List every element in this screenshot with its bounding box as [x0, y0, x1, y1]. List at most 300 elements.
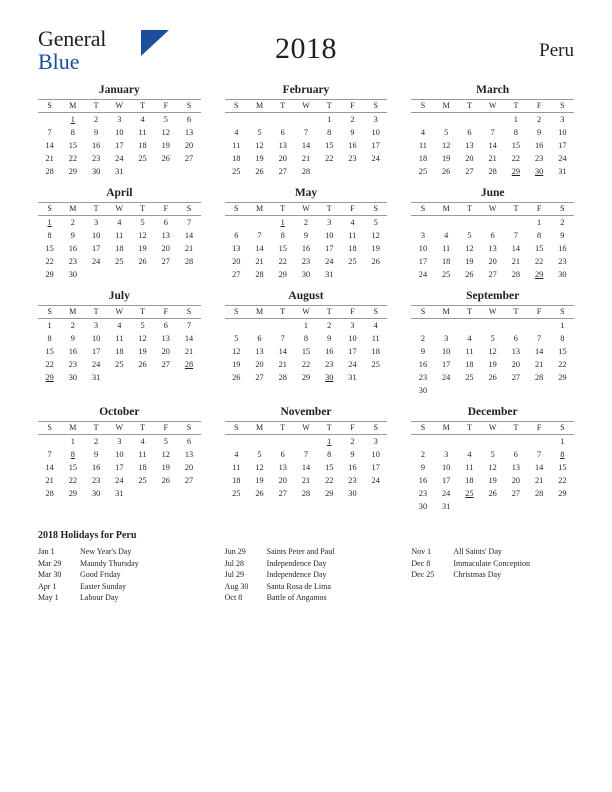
day-cell[interactable]: 23	[91, 154, 101, 163]
day-cell[interactable]: 17	[91, 347, 101, 356]
day-cell[interactable]: 20	[278, 154, 287, 163]
day-cell[interactable]: 11	[465, 347, 474, 356]
day-cell[interactable]: 24	[558, 154, 567, 163]
day-cell[interactable]: 8	[560, 334, 565, 343]
day-cell[interactable]: 14	[301, 141, 311, 150]
day-cell[interactable]: 28	[45, 167, 54, 176]
day-cell[interactable]: 15	[68, 141, 77, 150]
day-cell[interactable]: 25	[115, 360, 124, 369]
day-cell[interactable]: 4	[420, 128, 426, 137]
day-cell[interactable]: 9	[70, 231, 75, 240]
day-cell[interactable]: 5	[140, 218, 145, 227]
day-cell[interactable]: 25	[465, 373, 474, 382]
day-cell[interactable]: 23	[68, 360, 77, 369]
day-cell[interactable]: 16	[68, 244, 77, 253]
day-cell[interactable]: 16	[91, 141, 101, 150]
day-cell[interactable]: 22	[558, 476, 567, 485]
day-cell[interactable]: 23	[418, 489, 428, 498]
day-cell[interactable]: 24	[371, 154, 380, 163]
day-cell[interactable]: 5	[257, 128, 262, 137]
day-cell[interactable]: 19	[161, 463, 170, 472]
day-cell[interactable]: 23	[418, 373, 428, 382]
day-cell[interactable]: 26	[371, 257, 380, 266]
day-cell[interactable]: 25	[138, 476, 147, 485]
day-cell[interactable]: 12	[442, 141, 451, 150]
day-cell[interactable]: 1	[47, 218, 52, 227]
day-cell[interactable]: 2	[94, 115, 99, 124]
day-cell[interactable]: 6	[186, 115, 192, 124]
day-cell[interactable]: 30	[534, 167, 544, 176]
day-cell[interactable]: 7	[303, 450, 309, 459]
day-cell[interactable]: 18	[232, 154, 241, 163]
day-cell[interactable]: 1	[280, 218, 285, 227]
day-cell[interactable]: 4	[234, 450, 239, 459]
day-cell[interactable]: 3	[327, 218, 332, 227]
day-cell[interactable]: 15	[325, 141, 334, 150]
day-cell[interactable]: 4	[140, 437, 145, 446]
day-cell[interactable]: 19	[465, 257, 474, 266]
day-cell[interactable]: 1	[327, 115, 332, 124]
day-cell[interactable]: 17	[348, 347, 357, 356]
day-cell[interactable]: 24	[91, 257, 101, 266]
day-cell[interactable]: 10	[348, 334, 357, 343]
day-cell[interactable]: 28	[511, 270, 521, 279]
day-cell[interactable]: 18	[442, 257, 451, 266]
day-cell[interactable]: 8	[280, 231, 285, 240]
day-cell[interactable]: 10	[325, 231, 334, 240]
day-cell[interactable]: 23	[534, 154, 544, 163]
day-cell[interactable]: 6	[163, 321, 168, 330]
day-cell[interactable]: 6	[186, 437, 192, 446]
day-cell[interactable]: 28	[488, 167, 497, 176]
day-cell[interactable]: 2	[350, 115, 355, 124]
day-cell[interactable]: 10	[371, 128, 380, 137]
day-cell[interactable]: 5	[163, 437, 168, 446]
day-cell[interactable]: 27	[161, 257, 170, 266]
day-cell[interactable]: 20	[488, 257, 497, 266]
day-cell[interactable]: 9	[70, 334, 75, 343]
day-cell[interactable]: 11	[232, 463, 241, 472]
day-cell[interactable]: 8	[70, 128, 75, 137]
day-cell[interactable]: 28	[184, 360, 194, 369]
day-cell[interactable]: 13	[511, 347, 521, 356]
day-cell[interactable]: 4	[444, 231, 449, 240]
generalblue-logo[interactable]	[38, 22, 188, 73]
day-cell[interactable]: 12	[232, 347, 241, 356]
day-cell[interactable]: 5	[163, 115, 168, 124]
day-cell[interactable]: 1	[303, 321, 309, 330]
day-cell[interactable]: 17	[115, 141, 124, 150]
day-cell[interactable]: 28	[184, 257, 194, 266]
day-cell[interactable]: 9	[303, 231, 309, 240]
day-cell[interactable]: 17	[371, 141, 380, 150]
day-cell[interactable]: 26	[488, 489, 497, 498]
day-cell[interactable]: 11	[348, 231, 357, 240]
day-cell[interactable]: 29	[511, 167, 521, 176]
day-cell[interactable]: 2	[70, 321, 75, 330]
day-cell[interactable]: 28	[301, 167, 311, 176]
day-cell[interactable]: 24	[348, 360, 357, 369]
day-cell[interactable]: 26	[488, 373, 497, 382]
day-cell[interactable]: 16	[68, 347, 77, 356]
day-cell[interactable]: 27	[511, 489, 521, 498]
day-cell[interactable]: 10	[418, 244, 428, 253]
day-cell[interactable]: 27	[278, 167, 287, 176]
day-cell[interactable]: 1	[70, 115, 75, 124]
day-cell[interactable]: 11	[115, 231, 124, 240]
day-cell[interactable]: 26	[465, 270, 474, 279]
day-cell[interactable]: 6	[257, 334, 262, 343]
day-cell[interactable]: 14	[488, 141, 497, 150]
day-cell[interactable]: 12	[255, 141, 264, 150]
day-cell[interactable]: 27	[184, 476, 194, 485]
day-cell[interactable]: 16	[348, 463, 357, 472]
day-cell[interactable]: 14	[301, 463, 311, 472]
day-cell[interactable]: 4	[350, 218, 355, 227]
day-cell[interactable]: 18	[418, 154, 428, 163]
day-cell[interactable]: 19	[232, 360, 241, 369]
day-cell[interactable]: 18	[371, 347, 380, 356]
day-cell[interactable]: 22	[45, 257, 54, 266]
day-cell[interactable]: 8	[303, 334, 309, 343]
day-cell[interactable]: 26	[255, 489, 264, 498]
day-cell[interactable]: 30	[558, 270, 567, 279]
day-cell[interactable]: 28	[45, 489, 54, 498]
day-cell[interactable]: 11	[371, 334, 380, 343]
day-cell[interactable]: 22	[511, 154, 521, 163]
day-cell[interactable]: 15	[325, 463, 334, 472]
day-cell[interactable]: 30	[301, 270, 311, 279]
day-cell[interactable]: 15	[511, 141, 521, 150]
day-cell[interactable]: 20	[161, 244, 170, 253]
day-cell[interactable]: 1	[560, 437, 565, 446]
day-cell[interactable]: 4	[117, 321, 122, 330]
day-cell[interactable]: 3	[350, 321, 355, 330]
day-cell[interactable]: 10	[91, 334, 101, 343]
day-cell[interactable]: 28	[534, 373, 544, 382]
day-cell[interactable]: 14	[45, 141, 54, 150]
day-cell[interactable]: 19	[488, 360, 497, 369]
day-cell[interactable]: 24	[418, 270, 428, 279]
day-cell[interactable]: 12	[161, 450, 170, 459]
day-cell[interactable]: 22	[68, 154, 77, 163]
day-cell[interactable]: 3	[373, 437, 378, 446]
day-cell[interactable]: 12	[465, 244, 474, 253]
day-cell[interactable]: 22	[278, 257, 287, 266]
day-cell[interactable]: 31	[348, 373, 357, 382]
day-cell[interactable]: 26	[138, 257, 147, 266]
day-cell[interactable]: 3	[117, 115, 122, 124]
day-cell[interactable]: 4	[117, 218, 122, 227]
day-cell[interactable]: 21	[278, 360, 287, 369]
day-cell[interactable]: 26	[161, 476, 170, 485]
day-cell[interactable]: 21	[184, 347, 194, 356]
day-cell[interactable]: 26	[255, 167, 264, 176]
day-cell[interactable]: 6	[280, 450, 285, 459]
day-cell[interactable]: 27	[184, 154, 194, 163]
day-cell[interactable]: 11	[115, 334, 124, 343]
day-cell[interactable]: 8	[327, 128, 332, 137]
day-cell[interactable]: 8	[327, 450, 332, 459]
day-cell[interactable]: 30	[418, 386, 428, 395]
day-cell[interactable]: 13	[278, 141, 287, 150]
day-cell[interactable]: 14	[255, 244, 264, 253]
day-cell[interactable]: 23	[325, 360, 334, 369]
day-cell[interactable]: 3	[117, 437, 122, 446]
day-cell[interactable]: 18	[138, 463, 147, 472]
day-cell[interactable]: 5	[444, 128, 449, 137]
day-cell[interactable]: 18	[115, 244, 124, 253]
day-cell[interactable]: 3	[444, 334, 449, 343]
day-cell[interactable]: 9	[327, 334, 332, 343]
day-cell[interactable]: 24	[115, 476, 124, 485]
day-cell[interactable]: 5	[140, 321, 145, 330]
day-cell[interactable]: 6	[234, 231, 239, 240]
day-cell[interactable]: 15	[534, 244, 544, 253]
day-cell[interactable]: 24	[442, 489, 451, 498]
day-cell[interactable]: 29	[558, 489, 567, 498]
day-cell[interactable]: 4	[467, 334, 472, 343]
day-cell[interactable]: 26	[232, 373, 241, 382]
day-cell[interactable]: 13	[255, 347, 264, 356]
day-cell[interactable]: 25	[348, 257, 357, 266]
day-cell[interactable]: 22	[325, 154, 334, 163]
day-cell[interactable]: 20	[184, 463, 194, 472]
day-cell[interactable]: 25	[371, 360, 380, 369]
day-cell[interactable]: 14	[278, 347, 287, 356]
day-cell[interactable]: 8	[537, 231, 542, 240]
day-cell[interactable]: 28	[534, 489, 544, 498]
day-cell[interactable]: 16	[325, 347, 334, 356]
day-cell[interactable]: 13	[465, 141, 474, 150]
day-cell[interactable]: 9	[350, 128, 355, 137]
day-cell[interactable]: 18	[465, 476, 474, 485]
day-cell[interactable]: 19	[161, 141, 170, 150]
day-cell[interactable]: 14	[45, 463, 54, 472]
day-cell[interactable]: 11	[465, 463, 474, 472]
day-cell[interactable]: 6	[163, 218, 168, 227]
day-cell[interactable]: 8	[560, 450, 565, 459]
day-cell[interactable]: 28	[278, 373, 287, 382]
day-cell[interactable]: 15	[558, 347, 567, 356]
day-cell[interactable]: 22	[325, 476, 334, 485]
day-cell[interactable]: 30	[68, 373, 77, 382]
day-cell[interactable]: 23	[348, 476, 357, 485]
day-cell[interactable]: 10	[558, 128, 567, 137]
day-cell[interactable]: 18	[232, 476, 241, 485]
day-cell[interactable]: 14	[511, 244, 521, 253]
day-cell[interactable]: 6	[280, 128, 285, 137]
day-cell[interactable]: 20	[184, 141, 194, 150]
day-cell[interactable]: 18	[138, 141, 147, 150]
day-cell[interactable]: 12	[488, 463, 497, 472]
day-cell[interactable]: 13	[488, 244, 497, 253]
day-cell[interactable]: 10	[115, 450, 124, 459]
day-cell[interactable]: 20	[511, 360, 521, 369]
day-cell[interactable]: 2	[537, 115, 542, 124]
day-cell[interactable]: 7	[490, 128, 495, 137]
day-cell[interactable]: 31	[115, 489, 124, 498]
day-cell[interactable]: 23	[348, 154, 357, 163]
day-cell[interactable]: 27	[161, 360, 170, 369]
day-cell[interactable]: 9	[94, 450, 99, 459]
day-cell[interactable]: 31	[442, 502, 451, 511]
day-cell[interactable]: 19	[255, 476, 264, 485]
day-cell[interactable]: 24	[442, 373, 451, 382]
day-cell[interactable]: 5	[467, 231, 472, 240]
day-cell[interactable]: 2	[420, 450, 426, 459]
day-cell[interactable]: 27	[511, 373, 521, 382]
day-cell[interactable]: 17	[418, 257, 428, 266]
day-cell[interactable]: 17	[558, 141, 567, 150]
day-cell[interactable]: 7	[537, 334, 542, 343]
day-cell[interactable]: 2	[70, 218, 75, 227]
day-cell[interactable]: 24	[115, 154, 124, 163]
day-cell[interactable]: 2	[94, 437, 99, 446]
day-cell[interactable]: 19	[255, 154, 264, 163]
day-cell[interactable]: 21	[301, 476, 311, 485]
day-cell[interactable]: 11	[232, 141, 241, 150]
day-cell[interactable]: 7	[537, 450, 542, 459]
day-cell[interactable]: 13	[278, 463, 287, 472]
day-cell[interactable]: 22	[301, 360, 311, 369]
day-cell[interactable]: 4	[140, 115, 145, 124]
day-cell[interactable]: 22	[45, 360, 54, 369]
day-cell[interactable]: 7	[513, 231, 518, 240]
day-cell[interactable]: 14	[184, 231, 194, 240]
day-cell[interactable]: 31	[558, 167, 567, 176]
day-cell[interactable]: 19	[488, 476, 497, 485]
day-cell[interactable]: 1	[560, 321, 565, 330]
day-cell[interactable]: 29	[45, 270, 54, 279]
day-cell[interactable]: 22	[534, 257, 544, 266]
day-cell[interactable]: 23	[68, 257, 77, 266]
day-cell[interactable]: 12	[488, 347, 497, 356]
day-cell[interactable]: 12	[138, 334, 147, 343]
day-cell[interactable]: 23	[558, 257, 567, 266]
day-cell[interactable]: 7	[47, 128, 52, 137]
day-cell[interactable]: 19	[138, 347, 147, 356]
day-cell[interactable]: 9	[94, 128, 99, 137]
day-cell[interactable]: 3	[444, 450, 449, 459]
day-cell[interactable]: 14	[534, 463, 544, 472]
day-cell[interactable]: 5	[257, 450, 262, 459]
day-cell[interactable]: 25	[138, 154, 147, 163]
day-cell[interactable]: 27	[465, 167, 474, 176]
day-cell[interactable]: 5	[490, 450, 495, 459]
day-cell[interactable]: 5	[234, 334, 239, 343]
day-cell[interactable]: 2	[327, 321, 332, 330]
day-cell[interactable]: 21	[45, 476, 54, 485]
day-cell[interactable]: 10	[91, 231, 101, 240]
day-cell[interactable]: 29	[68, 167, 77, 176]
day-cell[interactable]: 14	[184, 334, 194, 343]
day-cell[interactable]: 24	[91, 360, 101, 369]
day-cell[interactable]: 27	[488, 270, 497, 279]
day-cell[interactable]: 7	[280, 334, 285, 343]
day-cell[interactable]: 20	[255, 360, 264, 369]
day-cell[interactable]: 7	[186, 321, 192, 330]
day-cell[interactable]: 17	[325, 244, 334, 253]
day-cell[interactable]: 12	[161, 128, 170, 137]
day-cell[interactable]: 9	[420, 347, 426, 356]
day-cell[interactable]: 25	[465, 489, 474, 498]
day-cell[interactable]: 21	[301, 154, 311, 163]
day-cell[interactable]: 7	[47, 450, 52, 459]
day-cell[interactable]: 16	[534, 141, 544, 150]
day-cell[interactable]: 25	[418, 167, 428, 176]
day-cell[interactable]: 1	[537, 218, 542, 227]
day-cell[interactable]: 31	[91, 373, 101, 382]
day-cell[interactable]: 23	[301, 257, 311, 266]
day-cell[interactable]: 15	[301, 347, 311, 356]
day-cell[interactable]: 19	[442, 154, 451, 163]
day-cell[interactable]: 18	[348, 244, 357, 253]
day-cell[interactable]: 1	[513, 115, 518, 124]
day-cell[interactable]: 21	[255, 257, 264, 266]
day-cell[interactable]: 24	[325, 257, 334, 266]
day-cell[interactable]: 15	[278, 244, 287, 253]
day-cell[interactable]: 11	[138, 450, 147, 459]
day-cell[interactable]: 17	[91, 244, 101, 253]
day-cell[interactable]: 12	[371, 231, 380, 240]
day-cell[interactable]: 16	[301, 244, 311, 253]
day-cell[interactable]: 9	[350, 450, 355, 459]
day-cell[interactable]: 29	[278, 270, 287, 279]
day-cell[interactable]: 10	[115, 128, 124, 137]
day-cell[interactable]: 21	[511, 257, 521, 266]
day-cell[interactable]: 7	[186, 218, 192, 227]
day-cell[interactable]: 27	[278, 489, 287, 498]
day-cell[interactable]: 23	[91, 476, 101, 485]
day-cell[interactable]: 16	[348, 141, 357, 150]
day-cell[interactable]: 3	[560, 115, 565, 124]
day-cell[interactable]: 30	[91, 167, 101, 176]
day-cell[interactable]: 21	[488, 154, 497, 163]
day-cell[interactable]: 9	[560, 231, 565, 240]
day-cell[interactable]: 29	[45, 373, 54, 382]
day-cell[interactable]: 17	[371, 463, 380, 472]
day-cell[interactable]: 13	[511, 463, 521, 472]
day-cell[interactable]: 15	[45, 244, 54, 253]
day-cell[interactable]: 12	[255, 463, 264, 472]
day-cell[interactable]: 21	[45, 154, 54, 163]
day-cell[interactable]: 30	[68, 270, 77, 279]
day-cell[interactable]: 6	[467, 128, 472, 137]
day-cell[interactable]: 27	[255, 373, 264, 382]
day-cell[interactable]: 25	[232, 167, 241, 176]
day-cell[interactable]: 28	[301, 489, 311, 498]
day-cell[interactable]: 30	[91, 489, 101, 498]
day-cell[interactable]: 13	[184, 128, 194, 137]
day-cell[interactable]: 10	[442, 463, 451, 472]
day-cell[interactable]: 18	[115, 347, 124, 356]
day-cell[interactable]: 8	[513, 128, 518, 137]
day-cell[interactable]: 27	[232, 270, 241, 279]
day-cell[interactable]: 10	[442, 347, 451, 356]
day-cell[interactable]: 18	[465, 360, 474, 369]
day-cell[interactable]: 30	[325, 373, 334, 382]
day-cell[interactable]: 13	[161, 334, 170, 343]
day-cell[interactable]: 6	[513, 334, 518, 343]
day-cell[interactable]: 21	[184, 244, 194, 253]
day-cell[interactable]: 4	[234, 128, 239, 137]
day-cell[interactable]: 9	[420, 463, 426, 472]
day-cell[interactable]: 7	[303, 128, 309, 137]
day-cell[interactable]: 29	[534, 270, 544, 279]
day-cell[interactable]: 29	[325, 489, 334, 498]
day-cell[interactable]: 5	[490, 334, 495, 343]
